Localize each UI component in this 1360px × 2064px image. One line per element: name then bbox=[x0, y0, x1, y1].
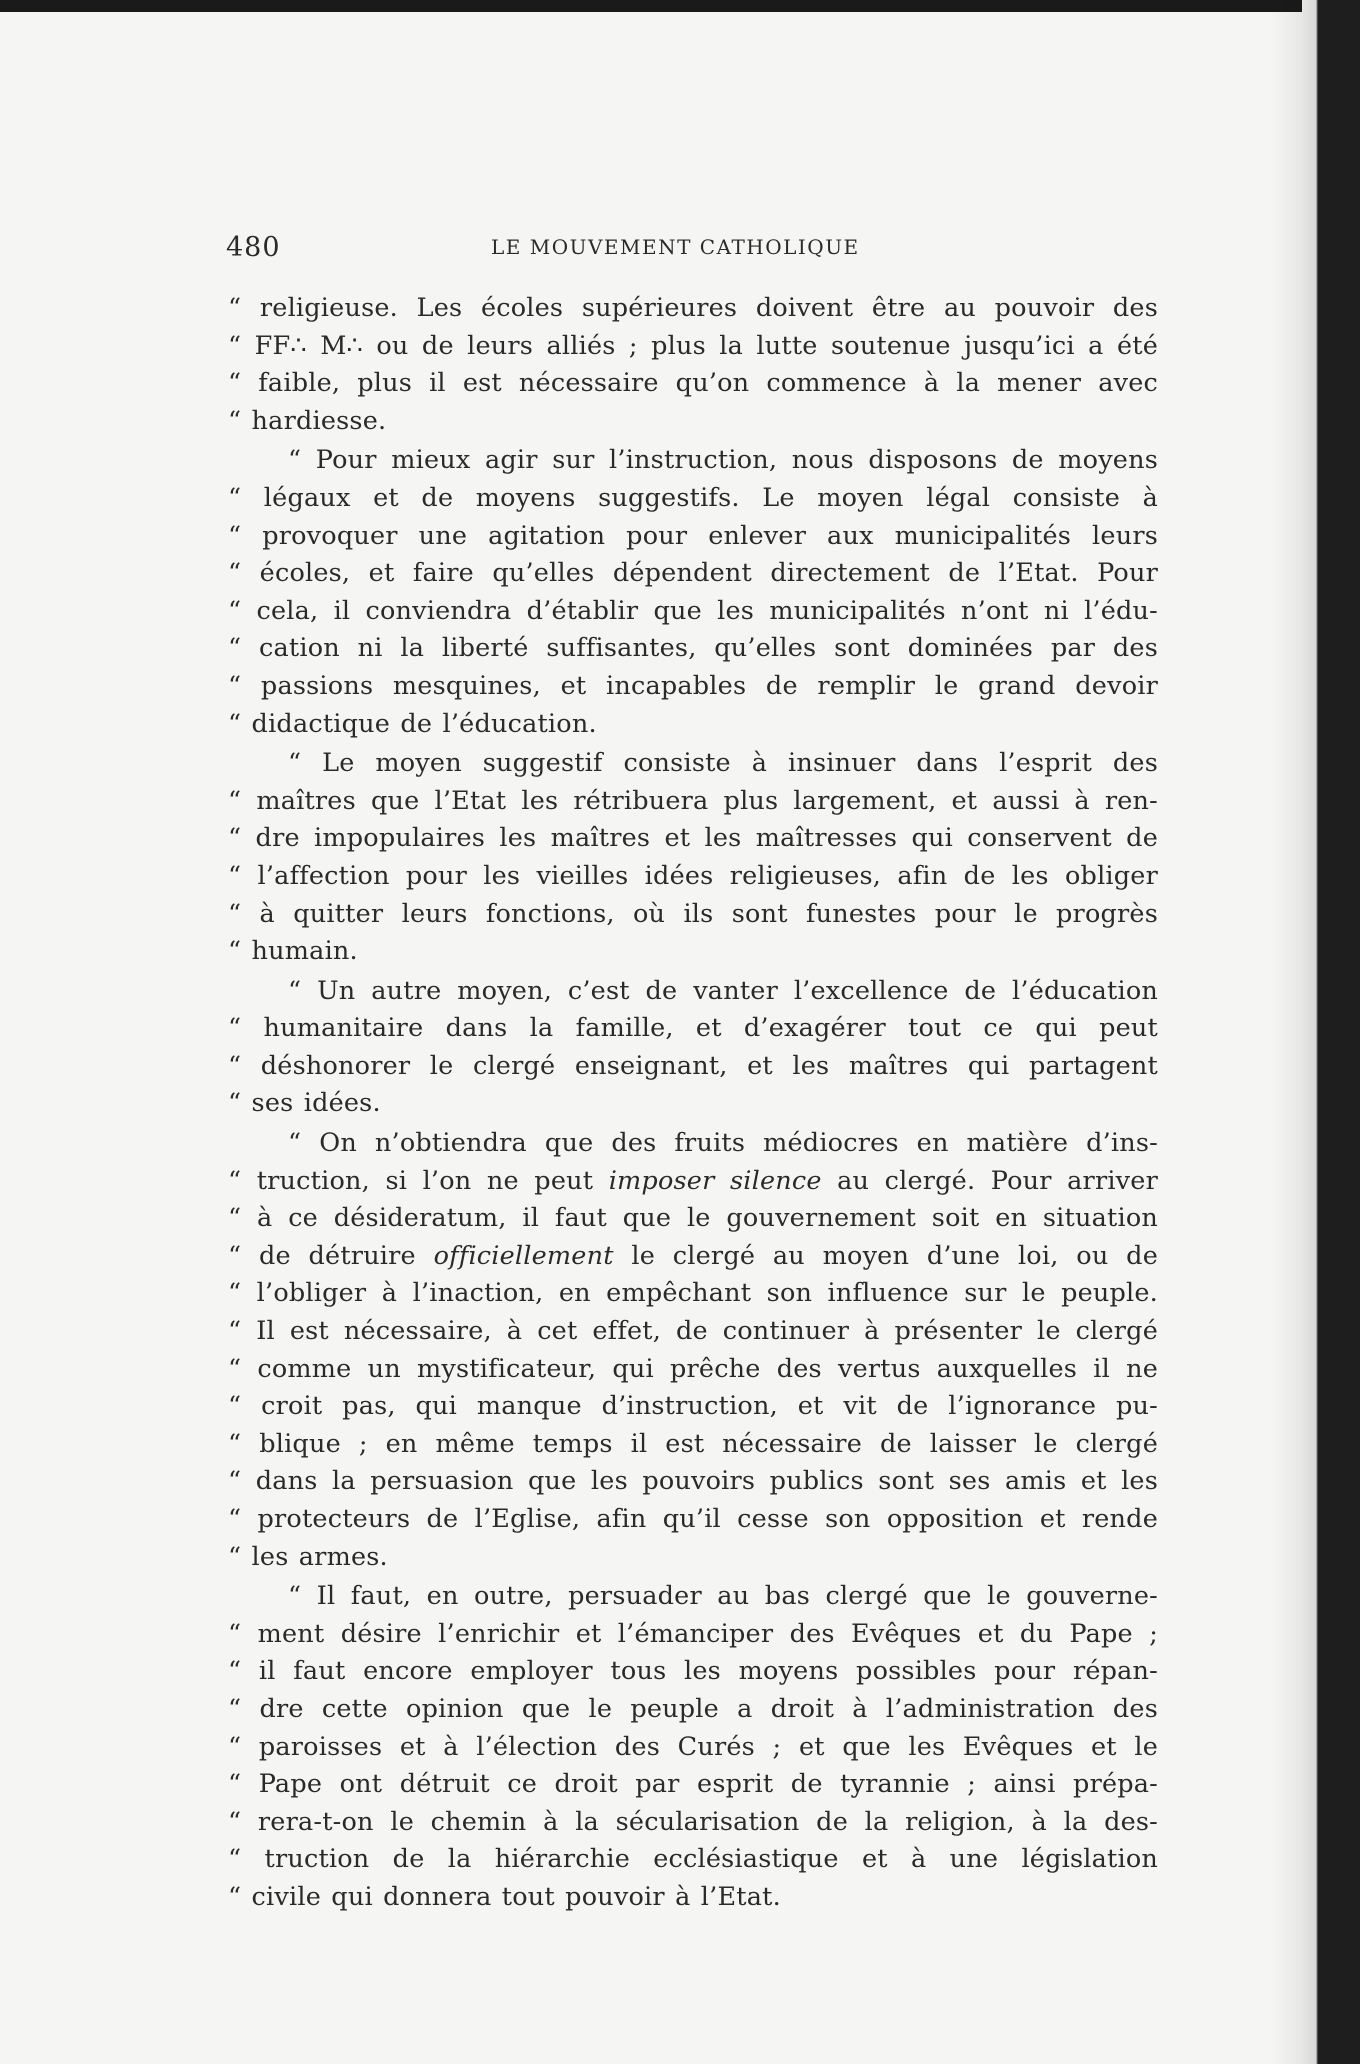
text-line bbox=[228, 1653, 1158, 1691]
text-line-content: “ écoles, et faire qu’elles dépendent directement de l’Etat. Pour bbox=[228, 558, 1158, 589]
text-line-content: “ maîtres que l’Etat les rétribuera plus largement, et aussi à ren- bbox=[228, 785, 1158, 816]
text-line-content: “ protecteurs de l’Eglise, afin qu’il cesse son opposition et rende bbox=[228, 1504, 1158, 1534]
text-line bbox=[228, 1238, 1158, 1276]
text-line-content: “ paroisses et à l’élection des Curés ; et que les Evêques et le bbox=[228, 1731, 1158, 1762]
text-line-content: “ humain. bbox=[228, 936, 358, 967]
text-line bbox=[228, 1125, 1158, 1163]
text-line-content: “ On n’obtiendra que des fruits médiocres en matière d’ins- bbox=[288, 1128, 1158, 1159]
text-line bbox=[228, 973, 1158, 1011]
text-line-content: “ truction de la hiérarchie ecclésiastique et à une législation bbox=[228, 1844, 1158, 1875]
text-line-content: “ il faut encore employer tous les moyens possibles pour répan- bbox=[228, 1656, 1158, 1687]
text-line bbox=[228, 1804, 1158, 1842]
text-line bbox=[228, 1085, 1158, 1123]
text-line bbox=[228, 1766, 1158, 1804]
text-line-content: “ déshonorer le clergé enseignant, et les maîtres qui partagent bbox=[228, 1050, 1158, 1081]
text-line-content: “ rera-t-on le chemin à la sécularisation de la religion, à la des- bbox=[228, 1806, 1158, 1837]
text-line-content: “ cela, il conviendra d’établir que les municipalités n’ont ni l’édu- bbox=[228, 595, 1158, 626]
text-line bbox=[228, 1048, 1158, 1086]
text-line bbox=[228, 442, 1158, 480]
text-line-content: “ à quitter leurs fonctions, où ils sont funestes pour le progrès bbox=[228, 898, 1158, 929]
text-line bbox=[228, 365, 1158, 403]
text-line-content: “ civile qui donnera tout pouvoir à l’Etat. bbox=[228, 1881, 781, 1912]
body-text bbox=[228, 290, 1158, 1917]
text-line-content: “ hardiesse. bbox=[228, 405, 387, 436]
text-line bbox=[228, 1163, 1158, 1201]
italic-phrase: officiellement bbox=[433, 1240, 614, 1271]
scan-border-right bbox=[1302, 0, 1360, 2064]
text-line-content: “ Il faut, en outre, persuader au bas clergé que le gouverne- bbox=[288, 1581, 1158, 1612]
text-line-content: “ à ce désideratum, il faut que le gouvernement soit en situation bbox=[228, 1203, 1158, 1234]
text-line bbox=[228, 1463, 1158, 1501]
text-line bbox=[228, 1879, 1158, 1917]
text-line bbox=[228, 1388, 1158, 1426]
text-line-continuation: au clergé. Pour arriver bbox=[821, 1165, 1158, 1196]
text-line bbox=[228, 1539, 1158, 1577]
text-line-content: “ Il est nécessaire, à cet effet, de continuer à présenter le clergé bbox=[228, 1316, 1158, 1347]
text-line-content: “ croit pas, qui manque d’instruction, et vit de l’ignorance pu- bbox=[228, 1391, 1158, 1422]
text-line bbox=[228, 1426, 1158, 1464]
text-line-content: “ légaux et de moyens suggestifs. Le moyen légal consiste à bbox=[228, 482, 1158, 513]
text-line bbox=[228, 555, 1158, 593]
text-line-content: “ blique ; en même temps il est nécessaire de laisser le clergé bbox=[228, 1428, 1158, 1459]
text-line bbox=[228, 1729, 1158, 1767]
text-line bbox=[228, 1313, 1158, 1351]
text-line bbox=[228, 1501, 1158, 1539]
running-title: LE MOUVEMENT CATHOLIQUE bbox=[491, 235, 860, 259]
text-line-content: “ cation ni la liberté suffisantes, qu’elles sont dominées par des bbox=[228, 633, 1158, 664]
text-line bbox=[228, 1578, 1158, 1616]
text-line bbox=[228, 745, 1158, 783]
text-line-content: “ Un autre moyen, c’est de vanter l’excellence de l’éducation bbox=[288, 975, 1158, 1006]
text-line-content: “ faible, plus il est nécessaire qu’on commence à la mener avec bbox=[228, 368, 1158, 399]
text-line-content: “ ses idées. bbox=[228, 1088, 381, 1119]
text-line bbox=[228, 706, 1158, 744]
text-line bbox=[228, 290, 1158, 328]
text-line bbox=[228, 1691, 1158, 1729]
text-line-content: “ provoquer une agitation pour enlever aux municipalités leurs bbox=[228, 520, 1158, 551]
text-line bbox=[228, 1275, 1158, 1313]
text-line-content: “ dre cette opinion que le peuple a droit à l’administration des bbox=[228, 1693, 1158, 1724]
page-gutter-shadow bbox=[1270, 0, 1302, 2064]
text-line bbox=[228, 480, 1158, 518]
text-line-content: “ l’obliger à l’inaction, en empêchant son influence sur le peuple. bbox=[228, 1278, 1158, 1309]
text-line bbox=[228, 593, 1158, 631]
italic-phrase: imposer silence bbox=[608, 1165, 822, 1196]
text-line bbox=[228, 1841, 1158, 1879]
text-line bbox=[228, 668, 1158, 706]
text-line bbox=[228, 820, 1158, 858]
text-line-content: “ didactique de l’éducation. bbox=[228, 708, 597, 739]
text-line-content: “ truction, si l’on ne peut bbox=[228, 1165, 594, 1196]
text-line-content: “ Le moyen suggestif consiste à insinuer dans l’esprit des bbox=[288, 748, 1158, 779]
text-line bbox=[228, 933, 1158, 971]
text-line bbox=[228, 1351, 1158, 1389]
text-line-content: “ passions mesquines, et incapables de remplir le grand devoir bbox=[228, 670, 1158, 701]
text-line bbox=[228, 328, 1158, 366]
text-line bbox=[228, 858, 1158, 896]
text-line-content: “ humanitaire dans la famille, et d’exagérer tout ce qui peut bbox=[228, 1013, 1158, 1044]
text-line-content: “ ment désire l’enrichir et l’émanciper des Evêques et du Pape ; bbox=[228, 1618, 1158, 1649]
text-line bbox=[228, 630, 1158, 668]
text-line-content: “ dans la persuasion que les pouvoirs publics sont ses amis et les bbox=[228, 1466, 1158, 1497]
text-line-content: “ l’affection pour les vieilles idées religieuses, afin de les obliger bbox=[228, 860, 1158, 891]
text-line bbox=[228, 518, 1158, 556]
scan-border-top bbox=[0, 0, 1360, 12]
text-line-content: “ Pour mieux agir sur l’instruction, nous disposons de moyens bbox=[288, 445, 1158, 476]
text-line bbox=[228, 1010, 1158, 1048]
text-line-content: “ comme un mystificateur, qui prêche des vertus auxquelles il ne bbox=[228, 1353, 1158, 1384]
text-line bbox=[228, 403, 1158, 441]
text-line-content: “ de détruire bbox=[228, 1240, 416, 1271]
text-line bbox=[228, 1616, 1158, 1654]
text-line-continuation: le clergé au moyen d’une loi, ou de bbox=[613, 1240, 1158, 1271]
text-line bbox=[228, 896, 1158, 934]
text-line-content: “ FF∴ M∴ ou de leurs alliés ; plus la lutte soutenue jusqu’ici a été bbox=[228, 330, 1158, 361]
text-line-content: “ les armes. bbox=[228, 1541, 388, 1572]
text-line-content: “ religieuse. Les écoles supérieures doivent être au pouvoir des bbox=[228, 293, 1158, 323]
text-line bbox=[228, 783, 1158, 821]
page-number: 480 bbox=[226, 232, 281, 263]
page-header bbox=[226, 232, 1160, 262]
text-line bbox=[228, 1200, 1158, 1238]
text-line-content: “ Pape ont détruit ce droit par esprit de tyrannie ; ainsi prépa- bbox=[228, 1769, 1158, 1800]
text-line-content: “ dre impopulaires les maîtres et les maîtresses qui conservent de bbox=[228, 823, 1158, 854]
